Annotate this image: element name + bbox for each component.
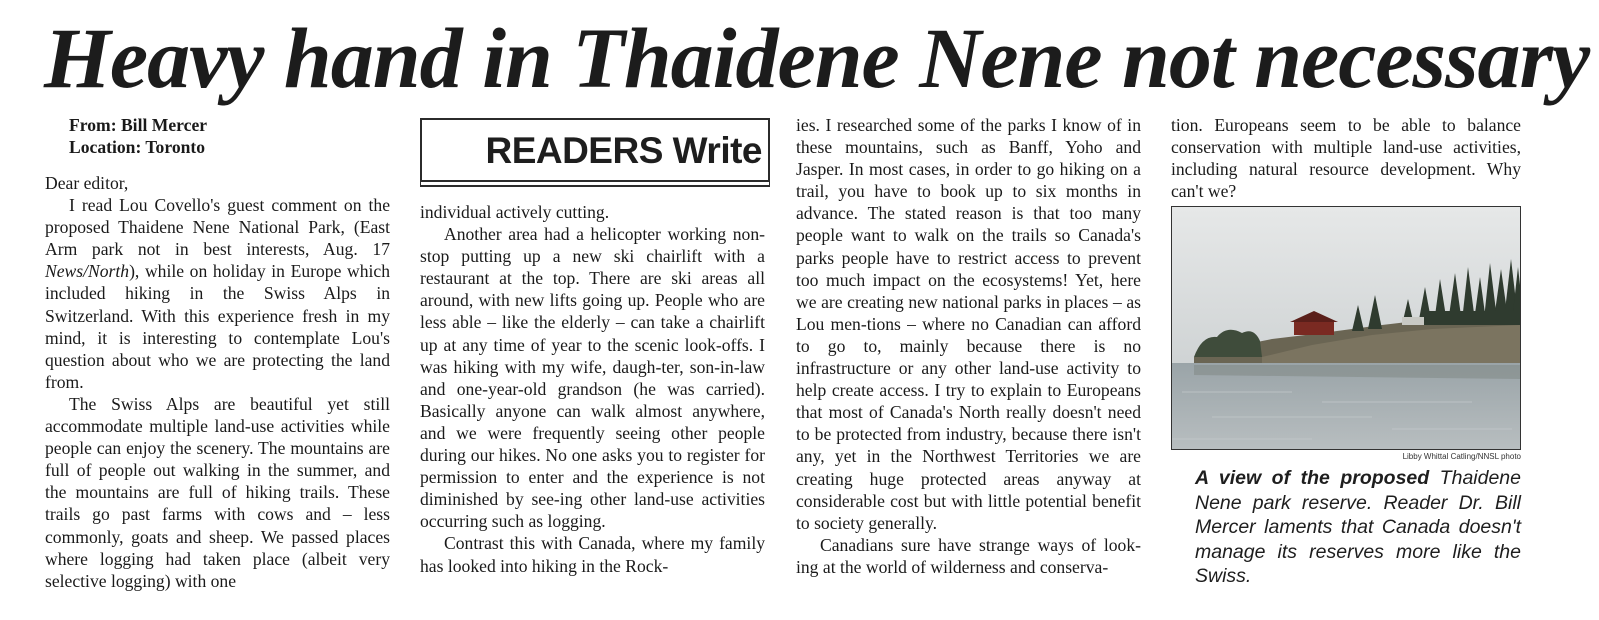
paragraph-text: I read Lou Covello's guest comment on the proposed Thaidene Nene National Park, (East Arm park not in best interests, Aug. 17 (45, 195, 390, 260)
byline (45, 114, 390, 158)
salutation: Dear editor, (45, 173, 129, 193)
section-banner (420, 118, 770, 182)
section-banner-label: READERS Write (485, 130, 762, 171)
article-column-3 (796, 114, 1141, 578)
byline-from: From: Bill Mercer (69, 115, 208, 135)
paragraph: individual actively cutting. (420, 202, 610, 222)
paragraph: The Swiss Alps are beautiful yet still accommodate multiple land-use activities while people can enjoy the scenery. The mountains are full of people out walking in the summer, and the mountains are full of hiking trails. These trails go past farms with cows and – less commonly, goats and sheep. We passed places where logging had taken place (albeit very selective logging) with one (45, 393, 390, 591)
paragraph-text: ), while on holiday in Europe which included hiking in the Swiss Alps in Switzerland. With this experience fresh in my mind, it is interesting to contemplate Lou's question about who we are protecting the land from. (45, 261, 390, 392)
publication-name: News/North (45, 261, 130, 282)
paragraph: Another area had a helicopter working non-stop putting up a new ski chairlift with a restaurant at the top. There are ski areas all around, with new lifts going up. People who are less able – like the elderly – can take a chairlift up at any time of year to the scenic look-offs. I was hiking with my wife, daugh-ter, son-in-law and one-year-old grandson (he was carried). Basically anyone can walk almost anywhere, and we were frequently seeing other people during our hikes. No one asks you to register for permission to enter and the experience is not diminished by see-ing other land-use activities occurring such as logging. (420, 224, 765, 532)
paragraph: tion. Europeans seem to be able to balance conservation with multiple land-use activities, including natural resource development. Why can't we? (1171, 115, 1521, 202)
byline-location: Location: Toronto (69, 137, 206, 157)
photo-caption (1195, 466, 1521, 589)
article-column-1 (45, 114, 390, 592)
article-column-4 (1171, 114, 1521, 202)
headline: Heavy hand in Thaidene Nene not necessary (44, 10, 1590, 106)
paragraph: Canadians sure have strange ways of look-ing at the world of wilderness and conserva- (796, 534, 1141, 577)
photo-credit: Libby Whittal Catling/NNSL photo (1402, 452, 1521, 461)
caption-text: Thaidene Nene park reserve. Reader Dr. Bill Mercer laments that Canada doesn't manage its reserves more like the Swiss. (1195, 467, 1521, 587)
paragraph: Contrast this with Canada, where my family has looked into hiking in the Rock- (420, 533, 765, 576)
paragraph: ies. I researched some of the parks I know of in these mountains, such as Banff, Yoho and Jasper. In most cases, in order to go hiking on a trail, you have to book up to six months in advance. The stated reason is that too many people want to walk on the trails so Canada's parks people have to restrict access to prevent too much impact on the ecosystems! Yet, here we are creating new national parks in places – as Lou men-tions – where no Canadian can afford to go to, mainly because there is no infrastructure or any other land-use activity to help create access. I try to explain to Europeans that most of Canada's North really doesn't need to be protected from industry, because there isn't any, yet in the Northwest Territories we are creating huge protected areas anyway at considerable cost but with little potential benefit to society generally. (796, 115, 1141, 533)
caption-lead: A view of the proposed (1195, 467, 1430, 489)
lake-landscape-image (1172, 207, 1520, 449)
article-column-2 (420, 201, 765, 577)
paragraph (45, 194, 390, 393)
park-photo (1171, 206, 1521, 450)
